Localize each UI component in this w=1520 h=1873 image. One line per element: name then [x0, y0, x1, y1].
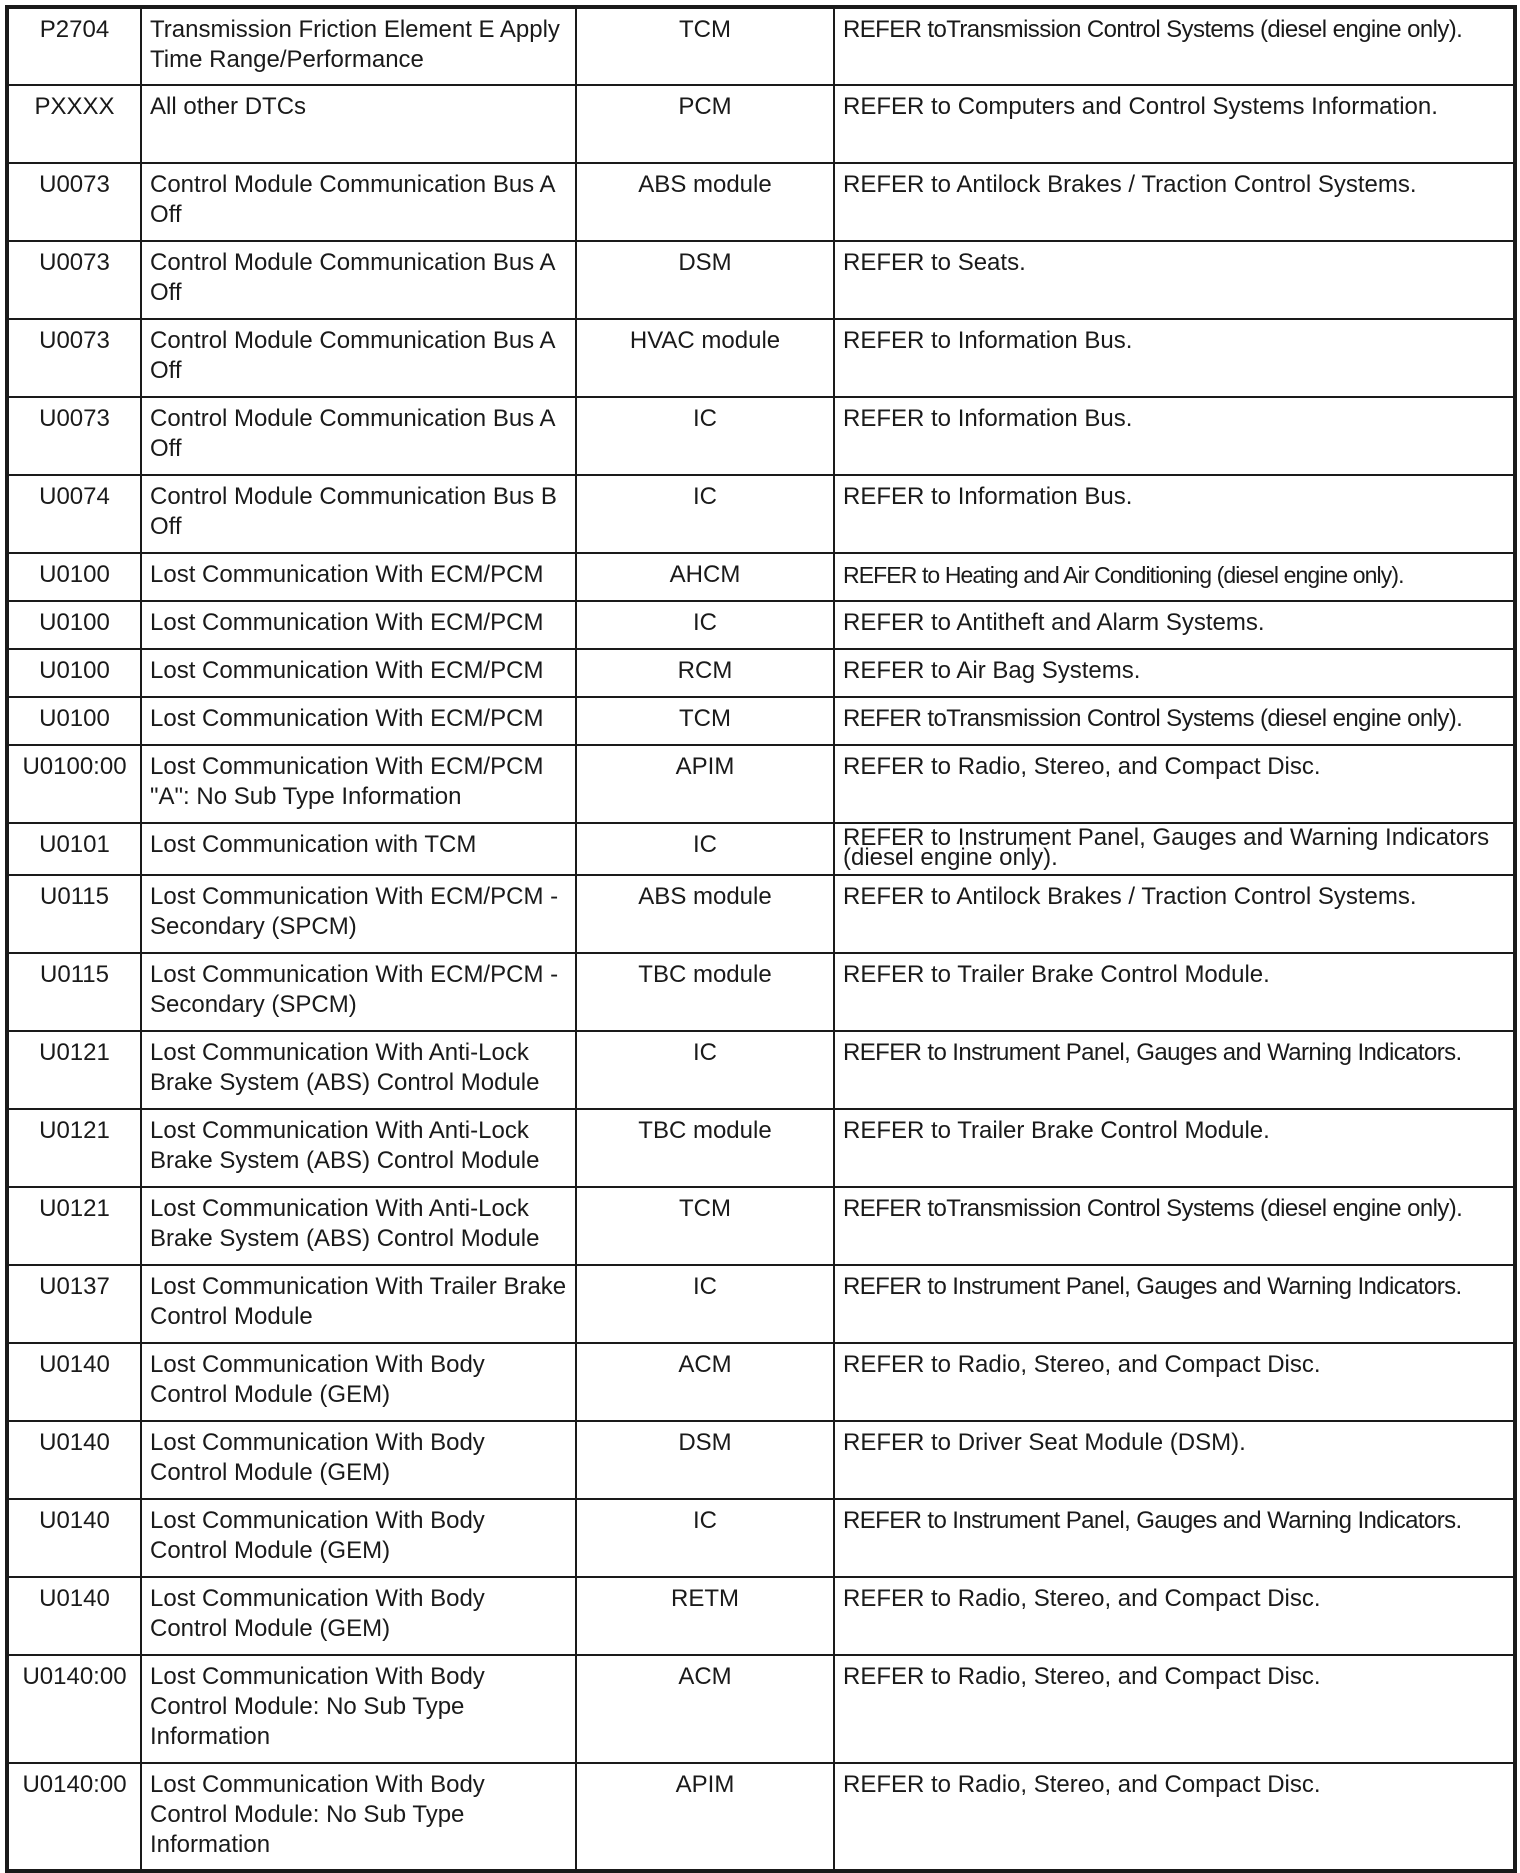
dtc-action-cell: REFER to Driver Seat Module (DSM). — [834, 1421, 1515, 1499]
dtc-action-cell: REFER to Antilock Brakes / Traction Control Systems. — [834, 875, 1515, 953]
dtc-code-cell: U0140 — [7, 1577, 141, 1655]
table-row — [7, 697, 1515, 745]
dtc-action-cell: REFER to Instrument Panel, Gauges and Warning Indicators. — [834, 1499, 1515, 1577]
dtc-action-cell: REFER to Instrument Panel, Gauges and Warning Indicators. — [834, 1031, 1515, 1109]
dtc-action-cell: REFER to Heating and Air Conditioning (diesel engine only). — [834, 553, 1515, 601]
dtc-description-cell: Control Module Communication Bus A Off — [141, 319, 576, 397]
dtc-code-cell: U0073 — [7, 163, 141, 241]
dtc-description-cell: Lost Communication With Body Control Module (GEM) — [141, 1499, 576, 1577]
table-row — [7, 1577, 1515, 1655]
dtc-module-cell: DSM — [576, 1421, 834, 1499]
dtc-module-cell: IC — [576, 1265, 834, 1343]
dtc-code-cell: U0073 — [7, 319, 141, 397]
table-row — [7, 85, 1515, 163]
dtc-module-cell: AHCM — [576, 553, 834, 601]
dtc-module-cell: TCM — [576, 1187, 834, 1265]
dtc-description-cell: Control Module Communication Bus A Off — [141, 163, 576, 241]
dtc-module-cell: TCM — [576, 7, 834, 85]
dtc-description-cell: Lost Communication With Body Control Module (GEM) — [141, 1577, 576, 1655]
table-row — [7, 1109, 1515, 1187]
table-row — [7, 953, 1515, 1031]
dtc-action-cell: REFER to Instrument Panel, Gauges and Warning Indicators (diesel engine only). — [834, 823, 1515, 875]
dtc-module-cell: TBC module — [576, 953, 834, 1031]
table-row — [7, 7, 1515, 85]
dtc-description-cell: All other DTCs — [141, 85, 576, 163]
dtc-code-cell: U0140 — [7, 1499, 141, 1577]
table-row — [7, 649, 1515, 697]
dtc-module-cell: RCM — [576, 649, 834, 697]
dtc-module-cell: ABS module — [576, 875, 834, 953]
dtc-action-cell: REFER to Radio, Stereo, and Compact Disc. — [834, 745, 1515, 823]
table-row — [7, 319, 1515, 397]
dtc-action-cell: REFER to Information Bus. — [834, 319, 1515, 397]
dtc-code-cell: U0100 — [7, 553, 141, 601]
dtc-action-cell: REFER to Radio, Stereo, and Compact Disc. — [834, 1343, 1515, 1421]
dtc-action-cell: REFER to Radio, Stereo, and Compact Disc. — [834, 1577, 1515, 1655]
dtc-code-cell: U0100 — [7, 697, 141, 745]
dtc-action-cell: REFER toTransmission Control Systems (diesel engine only). — [834, 697, 1515, 745]
dtc-module-cell: ACM — [576, 1655, 834, 1763]
dtc-action-cell: REFER to Air Bag Systems. — [834, 649, 1515, 697]
dtc-action-cell: REFER to Computers and Control Systems Information. — [834, 85, 1515, 163]
dtc-action-cell: REFER to Antitheft and Alarm Systems. — [834, 601, 1515, 649]
dtc-description-cell: Lost Communication With Anti-Lock Brake System (ABS) Control Module — [141, 1187, 576, 1265]
table-row — [7, 745, 1515, 823]
dtc-code-cell: U0100 — [7, 649, 141, 697]
dtc-code-cell: U0073 — [7, 241, 141, 319]
dtc-code-cell: U0074 — [7, 475, 141, 553]
dtc-module-cell: IC — [576, 1499, 834, 1577]
dtc-module-cell: DSM — [576, 241, 834, 319]
table-row — [7, 601, 1515, 649]
dtc-module-cell: HVAC module — [576, 319, 834, 397]
dtc-module-cell: TCM — [576, 697, 834, 745]
dtc-module-cell: ABS module — [576, 163, 834, 241]
table-row — [7, 163, 1515, 241]
dtc-code-cell: U0140 — [7, 1343, 141, 1421]
dtc-module-cell: RETM — [576, 1577, 834, 1655]
table-row — [7, 1343, 1515, 1421]
dtc-code-cell: U0140 — [7, 1421, 141, 1499]
dtc-action-cell: REFER to Radio, Stereo, and Compact Disc. — [834, 1655, 1515, 1763]
dtc-code-cell: U0101 — [7, 823, 141, 875]
dtc-action-cell: REFER toTransmission Control Systems (diesel engine only). — [834, 7, 1515, 85]
dtc-action-cell: REFER to Radio, Stereo, and Compact Disc. — [834, 1763, 1515, 1871]
dtc-description-cell: Lost Communication With ECM/PCM — [141, 601, 576, 649]
dtc-code-cell: U0140:00 — [7, 1763, 141, 1871]
dtc-code-cell: U0100 — [7, 601, 141, 649]
table-row — [7, 241, 1515, 319]
dtc-code-cell: U0100:00 — [7, 745, 141, 823]
table-row — [7, 475, 1515, 553]
dtc-action-cell: REFER to Trailer Brake Control Module. — [834, 953, 1515, 1031]
dtc-module-cell: ACM — [576, 1343, 834, 1421]
dtc-description-cell: Control Module Communication Bus A Off — [141, 241, 576, 319]
dtc-code-cell: U0121 — [7, 1109, 141, 1187]
dtc-description-cell: Lost Communication With ECM/PCM — [141, 553, 576, 601]
table-row — [7, 1421, 1515, 1499]
table-row — [7, 553, 1515, 601]
table-row — [7, 1031, 1515, 1109]
dtc-action-cell: REFER to Antilock Brakes / Traction Control Systems. — [834, 163, 1515, 241]
dtc-description-cell: Lost Communication With Body Control Module: No Sub Type Information — [141, 1655, 576, 1763]
dtc-module-cell: IC — [576, 475, 834, 553]
dtc-description-cell: Lost Communication With ECM/PCM - Secondary (SPCM) — [141, 953, 576, 1031]
dtc-code-cell: U0137 — [7, 1265, 141, 1343]
dtc-action-cell: REFER to Instrument Panel, Gauges and Warning Indicators. — [834, 1265, 1515, 1343]
dtc-code-cell: U0140:00 — [7, 1655, 141, 1763]
dtc-code-cell: U0121 — [7, 1187, 141, 1265]
dtc-code-cell: P2704 — [7, 7, 141, 85]
dtc-module-cell: APIM — [576, 1763, 834, 1871]
dtc-description-cell: Lost Communication With Anti-Lock Brake System (ABS) Control Module — [141, 1031, 576, 1109]
dtc-description-cell: Lost Communication With ECM/PCM "A": No Sub Type Information — [141, 745, 576, 823]
dtc-action-cell: REFER to Information Bus. — [834, 475, 1515, 553]
dtc-table-body — [7, 7, 1515, 1871]
table-row — [7, 875, 1515, 953]
dtc-description-cell: Lost Communication With ECM/PCM - Secondary (SPCM) — [141, 875, 576, 953]
dtc-description-cell: Control Module Communication Bus A Off — [141, 397, 576, 475]
dtc-description-cell: Lost Communication With Trailer Brake Control Module — [141, 1265, 576, 1343]
dtc-module-cell: APIM — [576, 745, 834, 823]
dtc-code-cell: U0073 — [7, 397, 141, 475]
dtc-description-cell: Lost Communication With Body Control Module (GEM) — [141, 1343, 576, 1421]
dtc-description-cell: Control Module Communication Bus B Off — [141, 475, 576, 553]
table-row — [7, 1265, 1515, 1343]
dtc-description-cell: Lost Communication With Body Control Module (GEM) — [141, 1421, 576, 1499]
dtc-action-cell: REFER to Seats. — [834, 241, 1515, 319]
dtc-action-cell: REFER to Information Bus. — [834, 397, 1515, 475]
dtc-module-cell: IC — [576, 601, 834, 649]
table-row — [7, 1763, 1515, 1871]
dtc-module-cell: TBC module — [576, 1109, 834, 1187]
dtc-description-cell: Transmission Friction Element E Apply Time Range/Performance — [141, 7, 576, 85]
dtc-description-cell: Lost Communication With ECM/PCM — [141, 649, 576, 697]
dtc-code-cell: U0115 — [7, 953, 141, 1031]
dtc-description-cell: Lost Communication With Body Control Module: No Sub Type Information — [141, 1763, 576, 1871]
dtc-module-cell: IC — [576, 397, 834, 475]
dtc-module-cell: IC — [576, 1031, 834, 1109]
dtc-description-cell: Lost Communication With Anti-Lock Brake System (ABS) Control Module — [141, 1109, 576, 1187]
dtc-description-cell: Lost Communication with TCM — [141, 823, 576, 875]
dtc-description-cell: Lost Communication With ECM/PCM — [141, 697, 576, 745]
table-row — [7, 397, 1515, 475]
dtc-code-cell: U0115 — [7, 875, 141, 953]
dtc-action-cell: REFER toTransmission Control Systems (diesel engine only). — [834, 1187, 1515, 1265]
table-row — [7, 823, 1515, 875]
table-row — [7, 1655, 1515, 1763]
dtc-code-cell: U0121 — [7, 1031, 141, 1109]
table-row — [7, 1187, 1515, 1265]
dtc-action-cell: REFER to Trailer Brake Control Module. — [834, 1109, 1515, 1187]
table-row — [7, 1499, 1515, 1577]
dtc-table — [5, 5, 1517, 1873]
dtc-module-cell: IC — [576, 823, 834, 875]
dtc-code-cell: PXXXX — [7, 85, 141, 163]
dtc-module-cell: PCM — [576, 85, 834, 163]
